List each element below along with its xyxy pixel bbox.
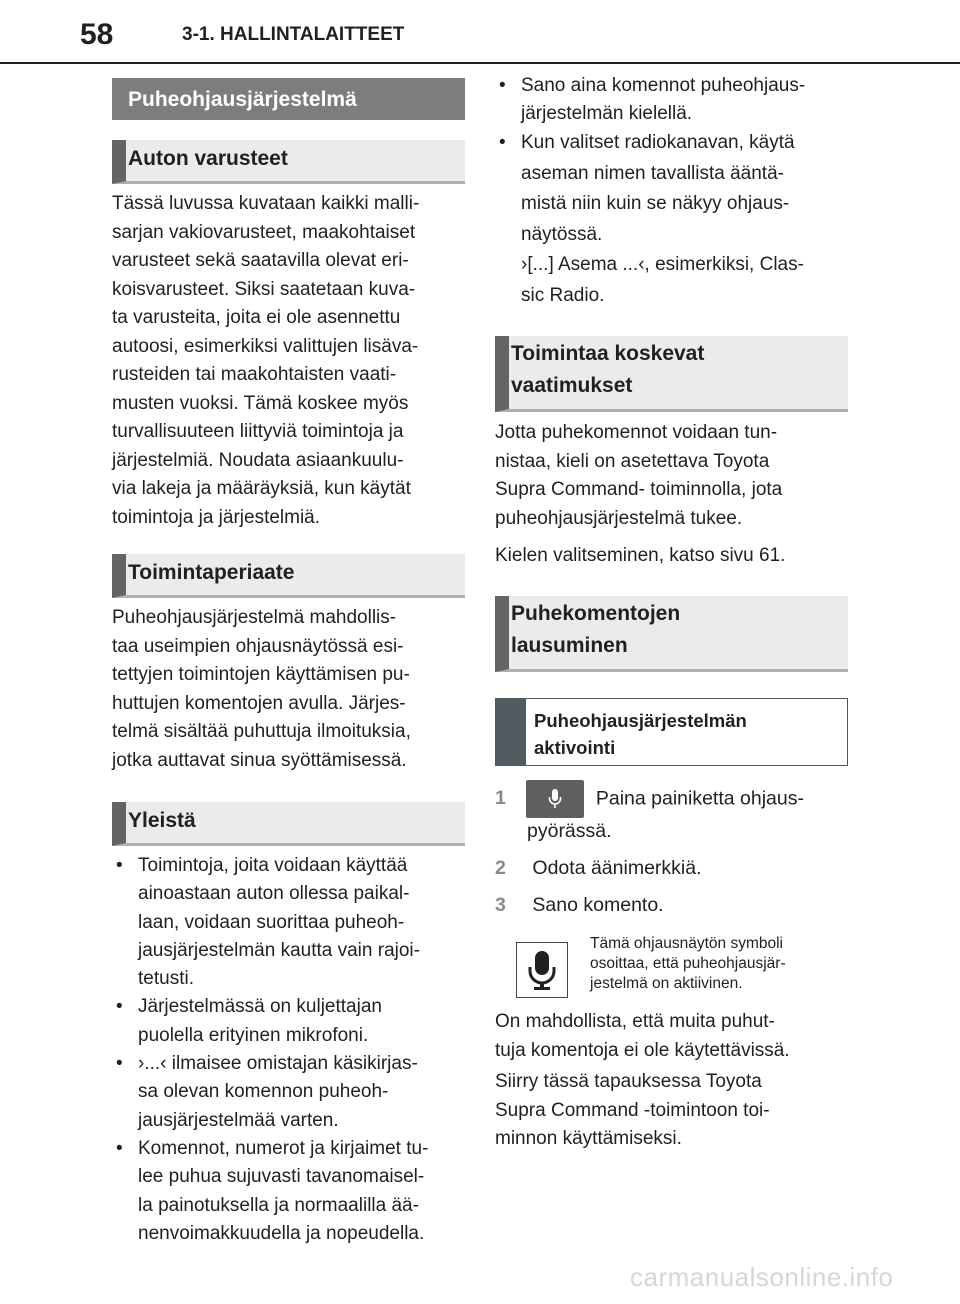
- main-section-title: [112, 78, 465, 120]
- text-line: Puheohjausjärjestelmä mahdollis-: [112, 607, 397, 628]
- text-line: Sano aina komennot puheohjaus-: [521, 75, 806, 96]
- bullet-icon: •: [116, 1137, 123, 1159]
- text-line: Järjestelmässä on kuljettajan: [138, 996, 382, 1018]
- text-line: ›[...] Asema ...‹, esimerkiksi, Clas-: [521, 254, 804, 275]
- main-section-title-text: Puheohjausjärjestelmä: [128, 88, 357, 111]
- section-heading-text: Auton varusteet: [128, 147, 288, 170]
- subsection-heading-text: [526, 699, 757, 765]
- step-number: 1: [495, 787, 506, 810]
- text-line: On mahdollista, että muita puhut-: [495, 1011, 775, 1032]
- text-line: Jotta puhekomennot voidaan tun-: [495, 422, 778, 443]
- list-item: [112, 993, 472, 1050]
- text-line: tetusti.: [138, 968, 194, 990]
- text-line: lee puhua sujuvasti tavanomaisel-: [138, 1166, 425, 1188]
- text-line: via lakeja ja määräyksiä, kun käytät: [112, 478, 411, 499]
- section-heading-toimintaperiaate: [112, 554, 465, 598]
- subsection-heading-aktivointi: [495, 698, 848, 766]
- page-reference-text: Kielen valitseminen, katso sivu 61.: [495, 545, 786, 566]
- bullet-icon: •: [499, 132, 506, 153]
- section-heading-text: Toimintaa koskevat: [511, 342, 705, 365]
- text-line: telmä sisältää puhuttuja ilmoituksia,: [112, 721, 411, 742]
- text-line: Toimintoja, joita voidaan käyttää: [138, 855, 408, 876]
- step-2: [495, 857, 702, 880]
- text-line: ta varusteita, joita ei ole asennettu: [112, 307, 401, 328]
- step-number: 2: [495, 857, 506, 879]
- text-line: musten vuoksi. Tämä koskee myös: [112, 392, 409, 414]
- text-line: puheohjausjärjestelmä tukee.: [495, 507, 743, 529]
- section-heading-text: vaatimukset: [511, 374, 633, 397]
- text-line: koisvarusteet. Siksi saatetaan kuva-: [112, 278, 416, 300]
- text-line: rusteiden tai maakohtaisten vaati-: [112, 364, 397, 385]
- text-line: nenvoimakkuudella ja nopeudella.: [138, 1222, 425, 1244]
- text-line: jausjärjestelmän kautta vain rajoi-: [138, 939, 420, 961]
- bullet-icon: •: [116, 855, 123, 876]
- text-line: aseman nimen tavallista ääntä-: [521, 162, 784, 184]
- text-line: varusteet sekä saatavilla olevat eri-: [112, 250, 409, 271]
- text-line: jestelmä on aktiivinen.: [590, 975, 743, 992]
- bullet-icon: •: [116, 1053, 123, 1075]
- page-number: 58: [80, 18, 114, 51]
- text-line: laan, voidaan suorittaa puheoh-: [138, 911, 405, 933]
- step-number: 3: [495, 894, 506, 916]
- text-line: osoittaa, että puheohjausjär-: [590, 955, 786, 972]
- text-line: järjestelmän kielellä.: [521, 103, 693, 124]
- text-line: Tämä ohjausnäytön symboli: [590, 935, 783, 952]
- step-text-continued: pyörässä.: [527, 820, 612, 842]
- text-line: sic Radio.: [521, 284, 605, 306]
- section-heading-text: Toimintaperiaate: [128, 561, 295, 584]
- symbol-note: [590, 934, 850, 994]
- text-line: Puheohjausjärjestelmän: [534, 710, 747, 731]
- watermark-text: carmanualsonline.info: [630, 1262, 894, 1292]
- text-line: tettyjen toimintojen käyttämisen pu-: [112, 664, 410, 685]
- text-line: ainoastaan auton ollessa paikal-: [138, 883, 410, 905]
- text-line: toimintoja ja järjestelmiä.: [112, 506, 321, 528]
- step-1: [495, 780, 855, 843]
- text-line: turvallisuuteen liittyviä toimintoja ja: [112, 421, 404, 442]
- bullet-icon: •: [116, 996, 123, 1018]
- paragraph-muut-komennot: [495, 1008, 855, 1065]
- text-line: huttujen komentojen avulla. Järjes-: [112, 692, 406, 714]
- section-heading-text: Puhekomentojen: [511, 602, 681, 625]
- list-item: [495, 72, 855, 128]
- text-line: näytössä.: [521, 223, 603, 245]
- step-text: Paina painiketta ohjaus-: [595, 787, 804, 810]
- bullet-list-yleista: [112, 852, 472, 1248]
- section-heading-text: lausuminen: [511, 634, 628, 657]
- list-item: [112, 1050, 472, 1135]
- voice-active-symbol: [516, 942, 568, 998]
- text-line: sa olevan komennon puheoh-: [138, 1081, 389, 1103]
- text-line: aktivointi: [534, 737, 616, 758]
- list-item: [112, 1135, 472, 1248]
- list-item: [112, 852, 472, 993]
- header-rule: [0, 62, 960, 64]
- steering-voice-button: [526, 780, 584, 818]
- text-line: Supra Command- toiminnolla, jota: [495, 479, 783, 500]
- bullet-list-top-right: [495, 72, 855, 311]
- paragraph-supra-command: [495, 1068, 855, 1154]
- section-heading-yleista: [112, 802, 465, 846]
- text-line: sarjan vakiovarusteet, maakohtaiset: [112, 221, 416, 243]
- text-line: Siirry tässä tapauksessa Toyota: [495, 1071, 762, 1092]
- step-3: [495, 894, 664, 917]
- text-line: minnon käyttämiseksi.: [495, 1128, 682, 1149]
- text-line: ›...‹ ilmaisee omistajan käsikirjas-: [138, 1053, 418, 1075]
- chapter-title: 3-1. HALLINTALAITTEET: [182, 24, 405, 45]
- paragraph-toimintaperiaate: [112, 604, 472, 775]
- text-line: Kun valitset radiokanavan, käytä: [521, 132, 795, 153]
- text-line: puolella erityinen mikrofoni.: [138, 1024, 369, 1046]
- step-text: Odota äänimerkkiä.: [532, 857, 702, 879]
- text-line: Komennot, numerot ja kirjaimet tu-: [138, 1137, 429, 1159]
- microphone-icon: [548, 788, 562, 810]
- text-line: Tässä luvussa kuvataan kaikki malli-: [112, 193, 420, 214]
- text-line: la painotuksella ja normaalilla ää-: [138, 1194, 419, 1216]
- text-line: jotka auttavat sinua syöttämisessä.: [112, 749, 407, 771]
- text-line: nistaa, kieli on asetettava Toyota: [495, 450, 770, 472]
- step-text: Sano komento.: [532, 894, 664, 916]
- text-line: taa useimpien ohjausnäytössä esi-: [112, 635, 404, 657]
- section-heading-text: Yleistä: [128, 809, 196, 832]
- text-line: autoosi, esimerkiksi valittujen lisäva-: [112, 335, 419, 357]
- text-line: mistä niin kuin se näkyy ohjaus-: [521, 193, 790, 214]
- subsection-stripe: [496, 699, 526, 765]
- list-item: [495, 128, 855, 311]
- section-heading-toimintaa-koskevat: [495, 336, 848, 412]
- paragraph-toimintaa-koskevat: [495, 419, 855, 571]
- bullet-icon: •: [499, 75, 506, 96]
- section-heading-auton-varusteet: [112, 140, 465, 184]
- text-line: järjestelmiä. Noudata asiaankuulu-: [112, 449, 404, 471]
- text-line: tuja komentoja ei ole käytettävissä.: [495, 1039, 790, 1061]
- microphone-icon: [527, 949, 557, 991]
- text-line: jausjärjestelmää varten.: [138, 1109, 339, 1131]
- section-heading-puhekomentojen: [495, 596, 848, 672]
- text-line: Supra Command -toimintoon toi-: [495, 1099, 770, 1121]
- paragraph-auton-varusteet: [112, 190, 472, 532]
